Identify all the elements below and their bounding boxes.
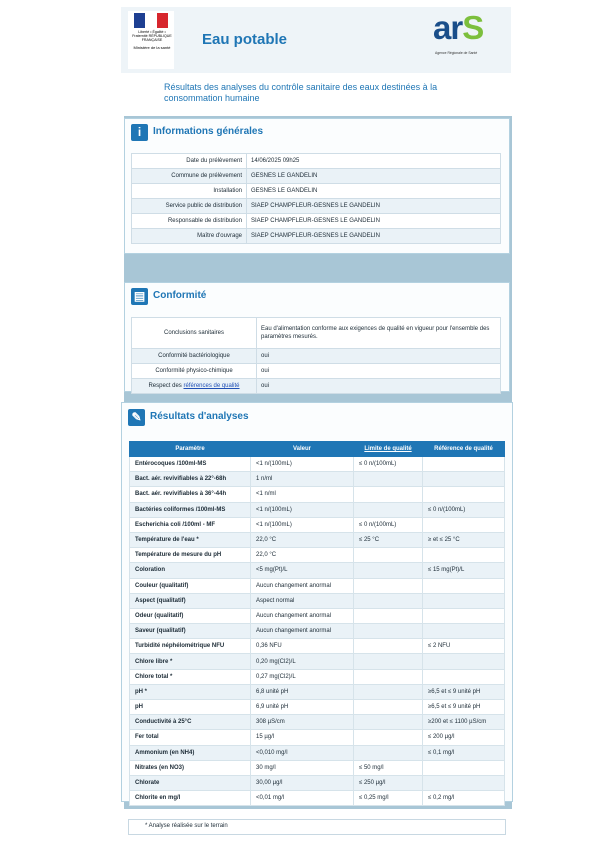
result-limite: ≤ 250 µg/l bbox=[354, 775, 423, 790]
info-icon: i bbox=[131, 124, 148, 141]
conformite-row bbox=[132, 349, 501, 364]
info-row bbox=[132, 184, 501, 199]
info-row bbox=[132, 214, 501, 229]
conformite-section-title: Conformité bbox=[153, 290, 207, 301]
result-parameter: Coloration bbox=[130, 563, 251, 578]
result-value: 6,8 unité pH bbox=[251, 684, 354, 699]
result-parameter: Turbidité néphélométrique NFU bbox=[130, 639, 251, 654]
result-limite bbox=[354, 593, 423, 608]
result-reference bbox=[423, 517, 505, 532]
result-reference: ≥200 et ≤ 1100 µS/cm bbox=[423, 715, 505, 730]
result-parameter: Ammonium (en NH4) bbox=[130, 745, 251, 760]
conformite-value: oui bbox=[257, 379, 501, 394]
result-reference bbox=[423, 654, 505, 669]
result-row bbox=[130, 730, 505, 745]
result-parameter: Fer total bbox=[130, 730, 251, 745]
result-parameter: pH bbox=[130, 700, 251, 715]
republique-motto: Liberté • Égalité • Fraternité RÉPUBLIQUE FRANÇAISE bbox=[132, 30, 172, 43]
conformite-label: Conformité physico-chimique bbox=[132, 364, 257, 379]
footnote-text: * Analyse réalisée sur le terrain bbox=[145, 823, 228, 829]
conformite-row bbox=[132, 318, 501, 349]
info-label: Service public de distribution bbox=[132, 199, 247, 214]
info-label: Installation bbox=[132, 184, 247, 199]
result-limite bbox=[354, 639, 423, 654]
result-reference bbox=[423, 608, 505, 623]
french-flag-icon bbox=[134, 13, 168, 28]
ministry-name: Ministère de la santé bbox=[133, 45, 171, 50]
result-value: Aucun changement anormal bbox=[251, 624, 354, 639]
result-limite bbox=[354, 669, 423, 684]
result-reference: ≥ et ≤ 25 °C bbox=[423, 532, 505, 547]
result-parameter: Chlorite en mg/l bbox=[130, 791, 251, 806]
result-row bbox=[130, 578, 505, 593]
conformite-row bbox=[132, 364, 501, 379]
result-limite bbox=[354, 502, 423, 517]
result-limite: ≤ 50 mg/l bbox=[354, 760, 423, 775]
result-value: 0,27 mg(Cl2)/L bbox=[251, 669, 354, 684]
footnote-box bbox=[128, 819, 506, 835]
result-value: <0,01 mg/l bbox=[251, 791, 354, 806]
info-label: Commune de prélèvement bbox=[132, 169, 247, 184]
result-limite: ≤ 25 °C bbox=[354, 532, 423, 547]
conformite-label: Conclusions sanitaires bbox=[132, 318, 257, 349]
result-row bbox=[130, 791, 505, 806]
result-limite bbox=[354, 745, 423, 760]
result-parameter: Température de mesure du pH bbox=[130, 548, 251, 563]
result-reference bbox=[423, 487, 505, 502]
resultats-table bbox=[129, 441, 505, 806]
result-value: 15 µg/l bbox=[251, 730, 354, 745]
conformite-table bbox=[131, 317, 501, 394]
result-row bbox=[130, 775, 505, 790]
result-value: <0,010 mg/l bbox=[251, 745, 354, 760]
result-row bbox=[130, 487, 505, 502]
result-row bbox=[130, 532, 505, 547]
result-row bbox=[130, 654, 505, 669]
result-row bbox=[130, 700, 505, 715]
conformite-value: oui bbox=[257, 349, 501, 364]
references-qualite-link[interactable]: références de qualité bbox=[183, 383, 240, 389]
result-reference bbox=[423, 593, 505, 608]
result-value: 30,00 µg/l bbox=[251, 775, 354, 790]
result-parameter: Entérocoques /100ml-MS bbox=[130, 457, 251, 472]
result-limite bbox=[354, 624, 423, 639]
info-value: GESNES LE GANDELIN bbox=[247, 184, 501, 199]
info-value: SIAEP CHAMPFLEUR-GESNES LE GANDELIN bbox=[247, 199, 501, 214]
result-reference: ≥6,5 et ≤ 9 unité pH bbox=[423, 684, 505, 699]
header-limite-link[interactable]: Limite de qualité bbox=[354, 442, 423, 457]
info-value: SIAEP CHAMPFLEUR-GESNES LE GANDELIN bbox=[247, 229, 501, 244]
result-value: 30 mg/l bbox=[251, 760, 354, 775]
result-reference bbox=[423, 457, 505, 472]
result-parameter: Chlore total * bbox=[130, 669, 251, 684]
result-value: Aucun changement anormal bbox=[251, 578, 354, 593]
info-row bbox=[132, 229, 501, 244]
conformite-row bbox=[132, 379, 501, 394]
info-row bbox=[132, 169, 501, 184]
result-reference: ≤ 15 mg(Pt)/L bbox=[423, 563, 505, 578]
result-limite bbox=[354, 700, 423, 715]
result-limite bbox=[354, 548, 423, 563]
republique-francaise-logo bbox=[128, 11, 174, 69]
result-row bbox=[130, 548, 505, 563]
conformite-value: Eau d'alimentation conforme aux exigences de qualité en vigueur pour l'ensemble des paramètres mesurés. bbox=[257, 318, 501, 349]
result-limite bbox=[354, 472, 423, 487]
result-row bbox=[130, 684, 505, 699]
result-row bbox=[130, 624, 505, 639]
result-row bbox=[130, 593, 505, 608]
result-row bbox=[130, 745, 505, 760]
result-value: <5 mg(Pt)/L bbox=[251, 563, 354, 578]
result-reference: ≤ 0 n/(100mL) bbox=[423, 502, 505, 517]
result-limite: ≤ 0,25 mg/l bbox=[354, 791, 423, 806]
result-parameter: Chlorate bbox=[130, 775, 251, 790]
conformite-label: Respect des références de qualité bbox=[132, 379, 257, 394]
result-parameter: Aspect (qualitatif) bbox=[130, 593, 251, 608]
result-parameter: Bactéries coliformes /100ml-MS bbox=[130, 502, 251, 517]
result-limite bbox=[354, 608, 423, 623]
ars-subtitle: Agence Régionale de Santé bbox=[435, 51, 478, 55]
result-row bbox=[130, 608, 505, 623]
result-value: 308 µS/cm bbox=[251, 715, 354, 730]
result-value: 22,0 °C bbox=[251, 548, 354, 563]
result-value: Aucun changement anormal bbox=[251, 608, 354, 623]
resultats-section-title: Résultats d'analyses bbox=[150, 411, 249, 422]
result-parameter: Bact. aér. revivifiables à 22°-68h bbox=[130, 472, 251, 487]
result-parameter: Chlore libre * bbox=[130, 654, 251, 669]
conformite-section bbox=[124, 282, 510, 392]
edit-icon: ✎ bbox=[128, 409, 145, 426]
result-parameter: pH * bbox=[130, 684, 251, 699]
result-reference bbox=[423, 669, 505, 684]
result-value: <1 n/(100mL) bbox=[251, 457, 354, 472]
result-parameter: Température de l'eau * bbox=[130, 532, 251, 547]
result-parameter: Conductivité à 25°C bbox=[130, 715, 251, 730]
info-section-title: Informations générales bbox=[153, 126, 264, 137]
result-reference bbox=[423, 578, 505, 593]
result-reference: ≤ 0,2 mg/l bbox=[423, 791, 505, 806]
result-row bbox=[130, 517, 505, 532]
page-header bbox=[121, 7, 511, 73]
result-row bbox=[130, 472, 505, 487]
result-parameter: Odeur (qualitatif) bbox=[130, 608, 251, 623]
result-reference: ≤ 2 NFU bbox=[423, 639, 505, 654]
info-row bbox=[132, 199, 501, 214]
result-parameter: Nitrates (en NO3) bbox=[130, 760, 251, 775]
result-reference: ≤ 200 µg/l bbox=[423, 730, 505, 745]
result-reference: ≤ 0,1 mg/l bbox=[423, 745, 505, 760]
result-parameter: Escherichia coli /100ml - MF bbox=[130, 517, 251, 532]
result-row bbox=[130, 639, 505, 654]
page-title: Eau potable bbox=[202, 31, 288, 48]
result-value: Aspect normal bbox=[251, 593, 354, 608]
result-reference bbox=[423, 472, 505, 487]
result-row bbox=[130, 563, 505, 578]
header-reference: Référence de qualité bbox=[423, 442, 505, 457]
result-limite bbox=[354, 715, 423, 730]
result-row bbox=[130, 669, 505, 684]
result-value: 0,36 NFU bbox=[251, 639, 354, 654]
result-reference bbox=[423, 548, 505, 563]
result-value: 6,9 unité pH bbox=[251, 700, 354, 715]
info-row bbox=[132, 154, 501, 169]
info-value: 14/06/2025 09h25 bbox=[247, 154, 501, 169]
result-parameter: Couleur (qualitatif) bbox=[130, 578, 251, 593]
info-label: Responsable de distribution bbox=[132, 214, 247, 229]
result-limite: ≤ 0 n/(100mL) bbox=[354, 517, 423, 532]
conformite-label: Conformité bactériologique bbox=[132, 349, 257, 364]
ars-logo-text: ar bbox=[433, 9, 463, 46]
result-row bbox=[130, 502, 505, 517]
result-parameter: Bact. aér. revivifiables à 36°-44h bbox=[130, 487, 251, 502]
info-label: Maître d'ouvrage bbox=[132, 229, 247, 244]
result-reference: ≥6,5 et ≤ 9 unité pH bbox=[423, 700, 505, 715]
conformite-value: oui bbox=[257, 364, 501, 379]
result-reference bbox=[423, 775, 505, 790]
info-label: Date du prélèvement bbox=[132, 154, 247, 169]
resultats-section bbox=[121, 402, 513, 802]
result-limite bbox=[354, 730, 423, 745]
result-value: <1 n/(100mL) bbox=[251, 502, 354, 517]
header-parametre: Paramètre bbox=[130, 442, 251, 457]
document-title: Résultats des analyses du contrôle sanitaire des eaux destinées à la consommation humaine bbox=[164, 82, 438, 103]
result-value: 0,20 mg(Cl2)/L bbox=[251, 654, 354, 669]
result-row bbox=[130, 457, 505, 472]
result-limite bbox=[354, 654, 423, 669]
result-reference bbox=[423, 760, 505, 775]
info-table bbox=[131, 153, 501, 244]
info-value: GESNES LE GANDELIN bbox=[247, 169, 501, 184]
info-section bbox=[124, 118, 510, 254]
result-value: 22,0 °C bbox=[251, 532, 354, 547]
result-value: <1 n/(100mL) bbox=[251, 517, 354, 532]
result-limite bbox=[354, 578, 423, 593]
result-limite bbox=[354, 487, 423, 502]
document-icon: ▤ bbox=[131, 288, 148, 305]
result-row bbox=[130, 760, 505, 775]
header-valeur: Valeur bbox=[251, 442, 354, 457]
result-value: <1 n/ml bbox=[251, 487, 354, 502]
info-value: SIAEP CHAMPFLEUR-GESNES LE GANDELIN bbox=[247, 214, 501, 229]
result-reference bbox=[423, 624, 505, 639]
ars-logo: arS Agence Régionale de Santé bbox=[433, 9, 484, 55]
result-parameter: Saveur (qualitatif) bbox=[130, 624, 251, 639]
result-row bbox=[130, 715, 505, 730]
result-limite bbox=[354, 684, 423, 699]
result-value: 1 n/ml bbox=[251, 472, 354, 487]
result-limite bbox=[354, 563, 423, 578]
result-limite: ≤ 0 n/(100mL) bbox=[354, 457, 423, 472]
